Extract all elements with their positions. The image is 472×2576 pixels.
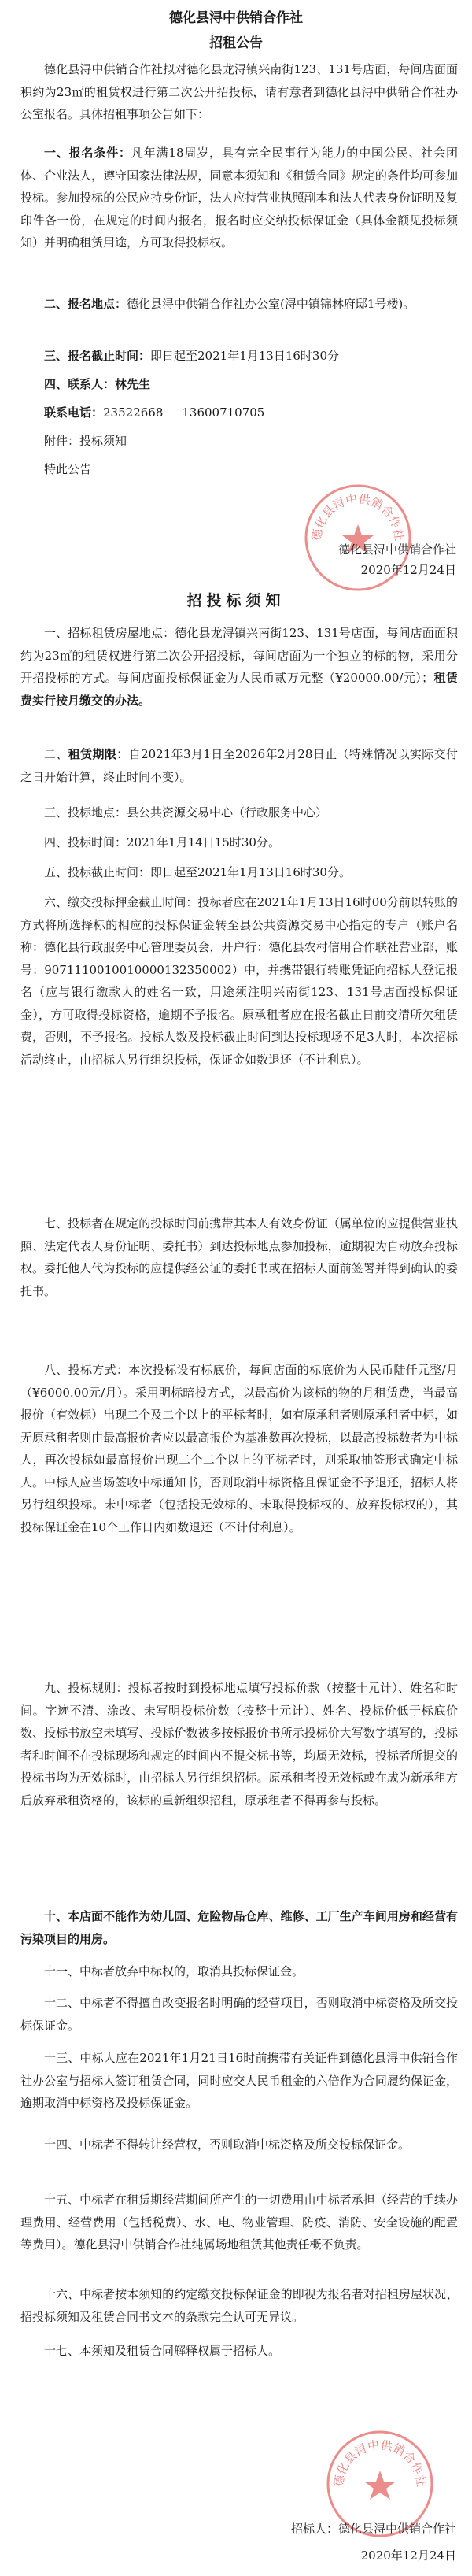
rule-4: 四、投标时间：2021年1月14日15时30分。 [44,835,280,849]
notice-section-4 [20,373,458,396]
rule-12: 十二、中标者不得擅自改变报名时明确的经营项目，否则取消中标资格及所交投标保证金。 [20,1996,458,2033]
notice-section-3 [20,345,458,368]
rule-14: 十四、中标者不得转让经营权，否则取消中标资格及所交投标保证金。 [44,2137,411,2152]
notice-section-2 [20,293,458,316]
rules-signature-date: 2020年12月24日 [360,2548,456,2563]
section-1-label: 一、报名条件： [44,146,131,160]
rule-16: 十六、中标者按本须知的约定缴交投标保证金的即视为报名者对招租房屋状况、招投标须知及租赁合同书文本的条款完全认可无异议。 [20,2287,458,2324]
seal-1-text: 德化县浔中供销合作社 [309,491,407,542]
contact-phone-line [20,402,458,424]
rule-7: 七、投标者在规定的投标时间前携带其本人有效身份证（属单位的应提供营业执照、法定代表人身份证明、委托书）到达投标地点参加投标，逾期视为自动放弃投标权。委托他人代为投标的应提供经公证的委托书或在招标人面前签署并得到确认的委托书。 [20,1216,458,1298]
section-3-text: 即日起至2021年1月13日16时30分 [150,349,339,363]
rule-17: 十七、本须知及租赁合同解释权属于招标人。 [44,2344,281,2358]
rule-1-text-b: 每间店面面积约为23㎡的租赁权进行第二次公开招投标，每间店面为一个独立的标的物，采用分开招投标的方式。每间店面投标保证金为人民币贰万元整（¥20000.00/元）； [20,626,458,685]
special-notice: 特此公告 [44,462,92,476]
rule-2-label: 租赁期限： [68,747,129,761]
rule-1-bold: 租赁费实行按月缴交的办法。 [20,671,458,708]
rule-6: 六、缴交投标押金截止时间：投标者应在2021年1月13日16时00分前以转账的方式将所选择标的相应的投标保证金转至县公共资源交易中心指定的专户（账户名称：德化县行政服务中心管理委员会，开户行：德化县农村信用合作联社营业部，账号：9071110010010000132350002）中，并携带银行转账凭证向招标人登记报名（应与银行缴款人的姓名一致，用途须注明兴南街123、131号店面投标保证金），方可取得投标资格，逾期不予报名。原承租者应在报名截止日前交清所欠租赁费，否则，不予报名。投标人数及投标截止时间到达投标现场不足3人时，本次招标活动终止，由招标人另行组织投标，保证金如数退还（不计利息）。 [20,895,458,1067]
rule-5: 五、投标截止时间：即日起至2021年1月13日16时30分。 [44,865,351,879]
doc-title: 招租公告 [209,35,263,51]
notice-section-1 [20,142,458,254]
section-2-text: 德化县浔中供销合作社办公室(浔中镇锦林府邸1号楼)。 [127,297,415,311]
seal-2-text: 德化县浔中供销合作社 [331,2437,429,2488]
rule-2 [20,743,458,788]
rule-1 [20,622,458,712]
rule-15: 十五、中标者在租赁期经营期间所产生的一切费用由中标者承担（经营的手续办理费用、经营费用（包括税费）、水、电、物业管理、防疫、消防、安全设施的配置等费用）。德化县浔中供销合作社纯属场地租赁其他责任概不负责。 [20,2193,458,2252]
section-3-label: 三、报名截止时间： [44,349,151,363]
rule-1-text-a: 一、招标租赁房屋地点：德化县 [44,626,211,640]
section-2-label: 二、报名地点： [44,297,127,311]
rule-13: 十三、中标人应在2021年1月21日16时前携带有关证件到德化县浔中供销合作社办公室与招标人签订租赁合同，同时应交人民币租金的六倍作为合同履约保证金，逾期取消中标资格及投标保证金。 [20,2051,458,2110]
contact-person: 四、联系人：林先生 [44,377,151,391]
rule-2-num: 二、 [44,747,68,761]
org-title: 德化县浔中供销合作社 [169,10,303,26]
notice-signature-org: 德化县浔中供销合作社 [337,542,456,557]
phone-1: 23522668 [103,405,164,420]
rules-signature-org: 招标人：德化县浔中供销合作社 [290,2522,456,2536]
rules-title: 招投标须知 [186,592,286,609]
rule-1-underline: 龙浔镇兴南街123、131号店面， [210,626,387,640]
phone-label: 联系电话： [44,405,104,420]
notice-intro: 德化县浔中供销合作社拟对德化县龙浔镇兴南街123、131号店面，每间店面面积约为23㎡的租赁权进行第二次公开招投标，请有意者到德化县浔中供销合作社办公室报名。具体招租事项公告如下： [20,62,458,121]
rule-3: 三、投标地点：县公共资源交易中心（行政服务中心） [44,805,328,820]
attachment-line: 附件：投标须知 [44,434,127,448]
rule-9: 九、投标规则：投标者按时到投标地点填写投标价款（按整十元计）、姓名和时间。字迹不清、涂改、未写明投标价数（按整十元计）、姓名、投标价低于标底价数、投标书放空未填写、投标价数被多按标报价书所示投标价大写数字填写的，投标者和时间不在投标现场和规定的时间内不提交标书等，均属无效标，投标者所提交的投标书均为无效标时，由招标人另行组织招标。原承租者投无效标或在成为新承租方后放弃承租资格的，该标的重新组织招租，原承租者不得再参与投标。 [20,1681,458,1808]
phone-2: 13600710705 [182,405,265,420]
rule-2-text: 自2021年3月1日至2026年2月28日止（特殊情况以实际交付之日开始计算，终止时间不变）。 [20,747,458,784]
section-1-text: 凡年满18周岁，具有完全民事行为能力的中国公民、社会团体、企业法人，遵守国家法律法规，同意本须知和《租赁合同》规定的条件均可参加投标。参加投标的公民应持身份证，法人应持营业执照副本和法人代表身份证明及复印件各一份，在规定的时间内报名，报名时应交纳投标保证金（具体金额见投标须知）并明确租赁用途，方可取得投标权。 [20,146,458,250]
rule-8: 八、投标方式：本次投标设有标底价，每间店面的标底价为人民币陆仟元整/月（¥6000.00元/月）。采用明标暗投方式，以最高价为该标的物的月租赁费，当最高报价（有效标）出现二个及二个以上的平标者时，如有原承租者则原承租者中标，如无原承租者则由最高报价者应以最高报价为基准数再次投标，以最高投标数者为中标人，再次投标如最高报价出现二个二个以上的平标者时，则采取抽签形式确定中标人。中标人应当场签收中标通知书，否则取消中标资格且保证金不予退还，招标人将另行组织投标。未中标者（包括投无效标的、未取得投标权的、放弃投标权的），其投标保证金在10个工作日内如数退还（不计付利息）。 [20,1363,458,1534]
rule-11: 十一、中标者放弃中标权的，取消其投标保证金。 [44,1964,304,1978]
rule-10: 十、本店面不能作为幼儿园、危险物品仓库、维修、工厂生产车间用房和经营有污染项目的用房。 [20,1909,458,1946]
notice-signature-date: 2020年12月24日 [360,563,456,577]
